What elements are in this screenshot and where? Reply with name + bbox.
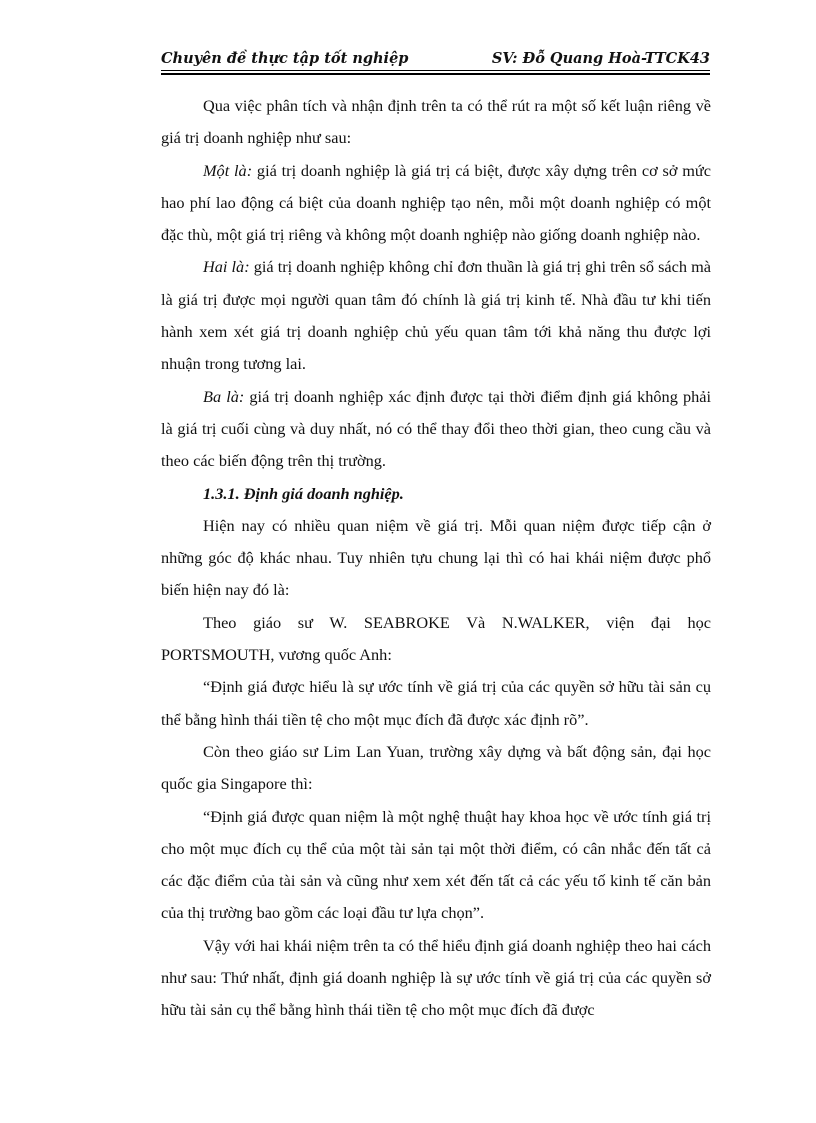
document-body (161, 90, 711, 1027)
quote-definition-2: “Định giá được quan niệm là một nghệ thuật hay khoa học về ước tính giá trị cho một mục đích cụ thể của một tài sản tại một thời điểm, có cân nhắc đến tất cả các đặc điểm của tài sản và cũng như xem xét đến tất cả các yếu tố kinh tế căn bản của thị trường bao gồm các loại đầu tư lựa chọn”. (161, 806, 711, 923)
paragraph-lead: Một là: (203, 160, 253, 180)
paragraph-hai-la: Hai là: giá trị doanh nghiệp không chỉ đơn thuần là giá trị ghi trên sổ sách mà là giá trị được mọi người quan tâm đó chính là giá trị kinh tế. Nhà đầu tư khi tiến hành xem xét giá trị doanh nghiệp chủ yếu quan tâm tới khả năng thu được lợi nhuận trong tương lai. (161, 257, 712, 374)
paragraph-conclusion: Vậy với hai khái niệm trên ta có thể hiểu định giá doanh nghiệp theo hai cách như sau: Thứ nhất, định giá doanh nghiệp là sự ước tính về giá trị của các quyền sở hữu tài sản cụ thể bằng hình thái tiền tệ cho một mục đích đã được (161, 935, 711, 1020)
section-heading: 1.3.1. Định giá doanh nghiệp. (203, 483, 404, 503)
paragraph-lim-lan-yuan: Còn theo giáo sư Lim Lan Yuan, trường xây dựng và bất động sản, đại học quốc gia Singapore thì: (161, 741, 711, 794)
paragraph-seabroke: Theo giáo sư W. SEABROKE Và N.WALKER, viện đại học PORTSMOUTH, vương quốc Anh: (161, 612, 711, 665)
paragraph-concepts: Hiện nay có nhiều quan niệm về giá trị. Mỗi quan niệm được tiếp cận ở những góc độ khác nhau. Tuy nhiên tựu chung lại thì có hai khái niệm được phổ biến hiện nay đó là: (161, 515, 711, 600)
header-title: Chuyên đề thực tập tốt nghiệp (161, 50, 409, 67)
paragraph-lead: Hai là: (203, 257, 250, 277)
header-rule-thin (161, 70, 710, 71)
header-rule-thick (161, 73, 710, 75)
paragraph-lead: Ba là: (203, 386, 245, 406)
header-author: SV: Đỗ Quang Hoà-TTCK43 (491, 50, 710, 67)
paragraph-mot-la: Một là: giá trị doanh nghiệp là giá trị cá biệt, được xây dựng trên cơ sở mức hao phí lao động cá biệt của doanh nghiệp tạo nên, mỗi một doanh nghiệp có một đặc thù, một giá trị riêng và không một doanh nghiệp nào giống doanh nghiệp nào. (161, 160, 711, 245)
paragraph-intro: Qua việc phân tích và nhận định trên ta có thể rút ra một số kết luận riêng về giá trị doanh nghiệp như sau: (161, 96, 711, 148)
quote-definition-1: “Định giá được hiểu là sự ước tính về giá trị của các quyền sở hữu tài sản cụ thể bằng hình thái tiền tệ cho một mục đích đã được xác định rõ”. (161, 677, 711, 729)
paragraph-ba-la: Ba là: giá trị doanh nghiệp xác định được tại thời điểm định giá không phải là giá trị cuối cùng và duy nhất, nó có thể thay đổi theo thời gian, theo cung cầu và theo các biến động trên thị trường. (161, 386, 711, 471)
page-header (161, 40, 710, 70)
